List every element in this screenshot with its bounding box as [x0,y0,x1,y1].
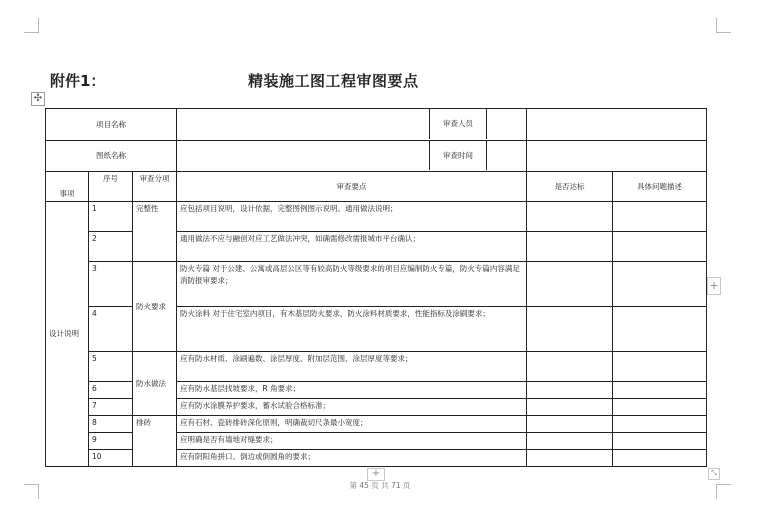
row-point: 防火涂料 对于住宅室内项目，有木基层防火要求，防火涂料材质要求，性能指标及涂刷要求； [177,307,527,352]
table-resize-icon[interactable]: ⤡ [708,468,720,480]
row-desc-cell[interactable] [613,382,707,399]
reviewer-value[interactable] [487,109,527,139]
row-desc-cell[interactable] [613,202,707,232]
project-name-value[interactable] [177,109,430,139]
row-seq: 9 [89,433,133,450]
move-arrows-icon[interactable]: ✣ [31,92,45,106]
row-point: 应有防水基层找坡要求，R 角要求； [177,382,527,399]
row-pass-cell[interactable] [527,433,613,450]
page-corner-mark-top-right [716,18,731,33]
project-name-area[interactable] [177,109,527,141]
row-pass-cell[interactable] [527,202,613,232]
category-completeness: 完整性 [133,202,177,262]
group-design-notes: 设计说明 [46,202,89,467]
row-pass-cell[interactable] [527,352,613,382]
document-title: 精装施工图工程审图要点 [248,72,419,90]
review-time-value[interactable] [487,141,527,170]
row-desc-cell[interactable] [613,262,707,307]
category-paving: 排砖 [133,416,177,467]
page-number-footer: 第 45 页 共 71 页 [349,481,411,490]
row-pass-cell[interactable] [527,262,613,307]
row-desc-cell[interactable] [613,307,707,352]
header-pass: 是否达标 [527,172,613,202]
row-pass-cell[interactable] [527,416,613,433]
row-seq: 8 [89,416,133,433]
row-point: 应有防水涂膜养护要求，蓄水试验合格标准； [177,399,527,416]
drawing-name-area[interactable] [177,141,527,172]
row-seq: 5 [89,352,133,382]
row-desc-cell[interactable] [613,352,707,382]
reviewer-value-extended[interactable] [527,109,707,141]
row-point: 应有阴阳角拼口、倒边或倒圆角的要求； [177,450,527,467]
header-seq: 序号 [89,172,133,202]
row-point: 通用做法不应与融创对应工艺做法冲突，如确需修改需报城市平台确认； [177,232,527,262]
category-waterproof: 防水做法 [133,352,177,416]
header-item: 事项 [46,172,89,202]
drawing-name-label: 图纸名称 [46,141,177,172]
review-time-value-extended[interactable] [527,141,707,172]
attachment-label: 附件1： [50,72,106,90]
add-column-plus-icon[interactable]: + [367,468,385,481]
row-pass-cell[interactable] [527,382,613,399]
reviewer-label: 审查人员 [430,109,487,139]
row-desc-cell[interactable] [613,416,707,433]
row-seq: 4 [89,307,133,352]
row-pass-cell[interactable] [527,232,613,262]
row-desc-cell[interactable] [613,399,707,416]
header-points: 审查要点 [177,172,527,202]
row-seq: 10 [89,450,133,467]
category-fire: 防火要求 [133,262,177,352]
review-time-label: 审查时间 [430,141,487,170]
row-desc-cell[interactable] [613,232,707,262]
header-category: 审查分项 [133,172,177,202]
row-seq: 6 [89,382,133,399]
review-table [45,108,707,467]
row-desc-cell[interactable] [613,433,707,450]
row-point: 应有石材、瓷砖排砖深化原则，明确裁切尺条最小宽度； [177,416,527,433]
page-corner-mark-top-left [24,18,39,33]
row-seq: 7 [89,399,133,416]
add-row-plus-icon[interactable]: + [707,277,721,295]
row-pass-cell[interactable] [527,399,613,416]
row-seq: 1 [89,202,133,232]
row-seq: 2 [89,232,133,262]
row-point: 应明确是否有墙地对缝要求； [177,433,527,450]
project-name-label: 项目名称 [46,109,177,141]
drawing-name-value[interactable] [177,141,430,170]
row-seq: 3 [89,262,133,307]
row-point: 应有防水材质、涂刷遍数、涂层厚度、附加层范围，涂层厚度等要求； [177,352,527,382]
row-desc-cell[interactable] [613,450,707,467]
header-desc: 具体问题描述 [613,172,707,202]
row-pass-cell[interactable] [527,307,613,352]
row-point: 防火专篇 对于公建、公寓或高层公区等有较高防火等级要求的项目应编制防火专篇，防火专篇内容满足消防报审要求； [177,262,527,307]
row-pass-cell[interactable] [527,450,613,467]
row-point: 应包括项目说明，设计依据，完整图例图示说明、通用做法说明； [177,202,527,232]
